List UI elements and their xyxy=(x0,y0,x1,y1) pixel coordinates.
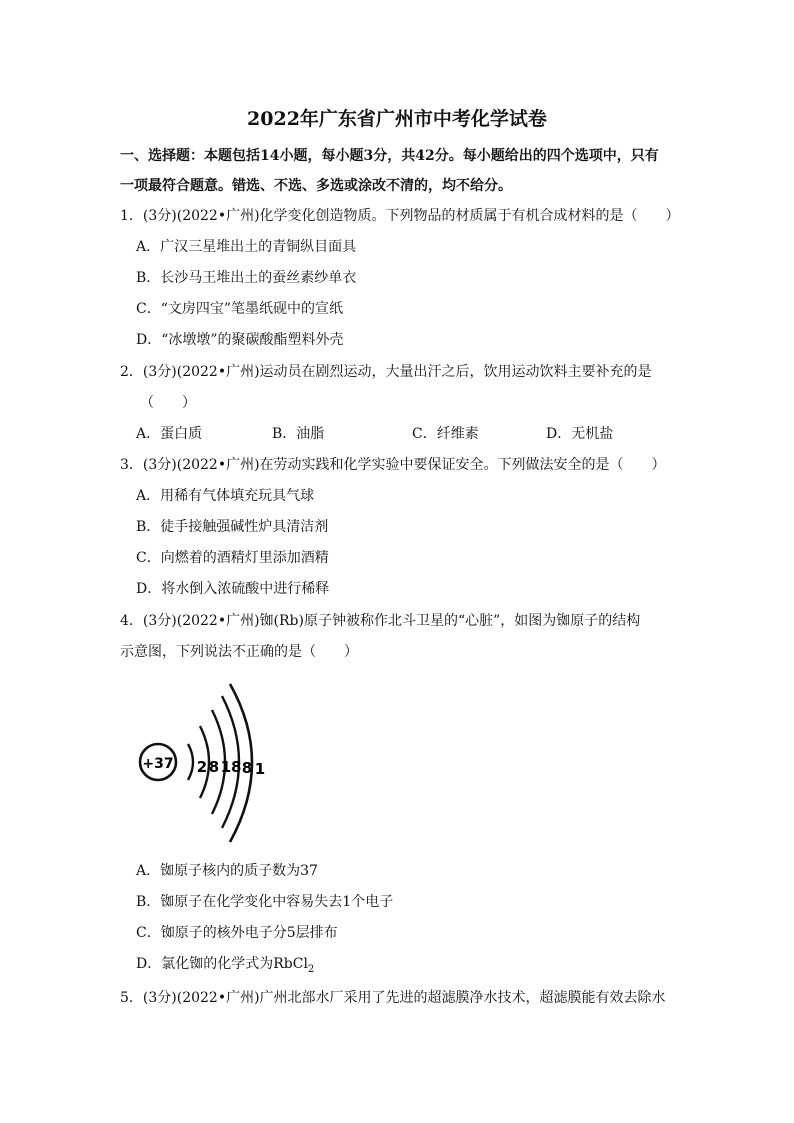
section-instruction-line-2: 一项最符合题意。错选、不选、多选或涂改不清的，均不给分。 xyxy=(120,178,512,194)
section-instruction-line-1: 一、选择题：本题包括14小题，每小题3分，共42分。每小题给出的四个选项中，只有 xyxy=(120,148,659,164)
shell-4-electron-count: 8 xyxy=(241,759,253,777)
question-4-option-b: B．铷原子在化学变化中容易失去1个电子 xyxy=(136,894,394,910)
question-4-option-d-text: D．氯化铷的化学式为RbCl xyxy=(136,956,308,972)
question-2-stem-line-2: （ ） xyxy=(140,395,196,411)
question-3-stem: 3．(3分)(2022•广州)在劳动实践和化学实验中要保证安全。下列做法安全的是（ ） xyxy=(120,457,666,473)
question-5-stem: 5．(3分)(2022•广州)广州北部水厂采用了先进的超滤膜净水技术，超滤膜能有效去除水 xyxy=(120,990,666,1006)
question-1-option-c: C．“文房四宝”笔墨纸砚中的宣纸 xyxy=(136,301,344,317)
question-2-option-c: C．纤维素 xyxy=(412,426,479,442)
rubidium-atom-diagram xyxy=(134,680,274,850)
question-2-option-a: A．蛋白质 xyxy=(136,426,203,442)
question-1-option-d: D．“冰墩墩”的聚碳酸酯塑料外壳 xyxy=(136,332,344,348)
question-2-option-d: D．无机盐 xyxy=(546,426,614,442)
question-3-option-d: D．将水倒入浓硫酸中进行稀释 xyxy=(136,581,330,597)
shell-3-electron-count: 18 xyxy=(220,758,242,776)
question-4-option-a: A．铷原子核内的质子数为37 xyxy=(136,863,318,879)
question-1-option-b: B．长沙马王堆出土的蚕丝素纱单衣 xyxy=(136,270,357,286)
question-2-option-b: B．油脂 xyxy=(272,426,325,442)
question-1-stem: 1．(3分)(2022•广州)化学变化创造物质。下列物品的材质属于有机合成材料的是（ ） xyxy=(120,208,680,224)
page-title: 2022年广东省广州市中考化学试卷 xyxy=(247,108,547,130)
question-4-option-d xyxy=(136,954,314,980)
question-3-option-c: C．向燃着的酒精灯里添加酒精 xyxy=(136,550,329,566)
question-2-stem-line-1: 2．(3分)(2022•广州)运动员在剧烈运动，大量出汗之后，饮用运动饮料主要补充的是 xyxy=(120,364,652,380)
electron-shell-arc-1 xyxy=(188,744,193,780)
question-3-option-b: B．徒手接触强碱性炉具清洁剂 xyxy=(136,519,329,535)
nucleus-charge-label: +37 xyxy=(142,756,174,772)
question-1-option-a: A．广汉三星堆出土的青铜纵目面具 xyxy=(136,239,357,255)
shell-1-electron-count: 2 xyxy=(196,758,208,776)
question-4-option-d-subscript: 2 xyxy=(307,963,315,975)
shell-2-electron-count: 8 xyxy=(208,758,220,776)
question-4-stem-line-1: 4．(3分)(2022•广州)铷(Rb)原子钟被称作北斗卫星的“心脏”，如图为铷原子的结构 xyxy=(120,613,641,629)
question-4-option-c: C．铷原子的核外电子分5层排布 xyxy=(136,925,338,941)
shell-5-electron-count: 1 xyxy=(254,760,266,778)
question-4-stem-line-2: 示意图，下列说法不正确的是（ ） xyxy=(120,644,358,660)
question-3-option-a: A．用稀有气体填充玩具气球 xyxy=(136,488,315,504)
